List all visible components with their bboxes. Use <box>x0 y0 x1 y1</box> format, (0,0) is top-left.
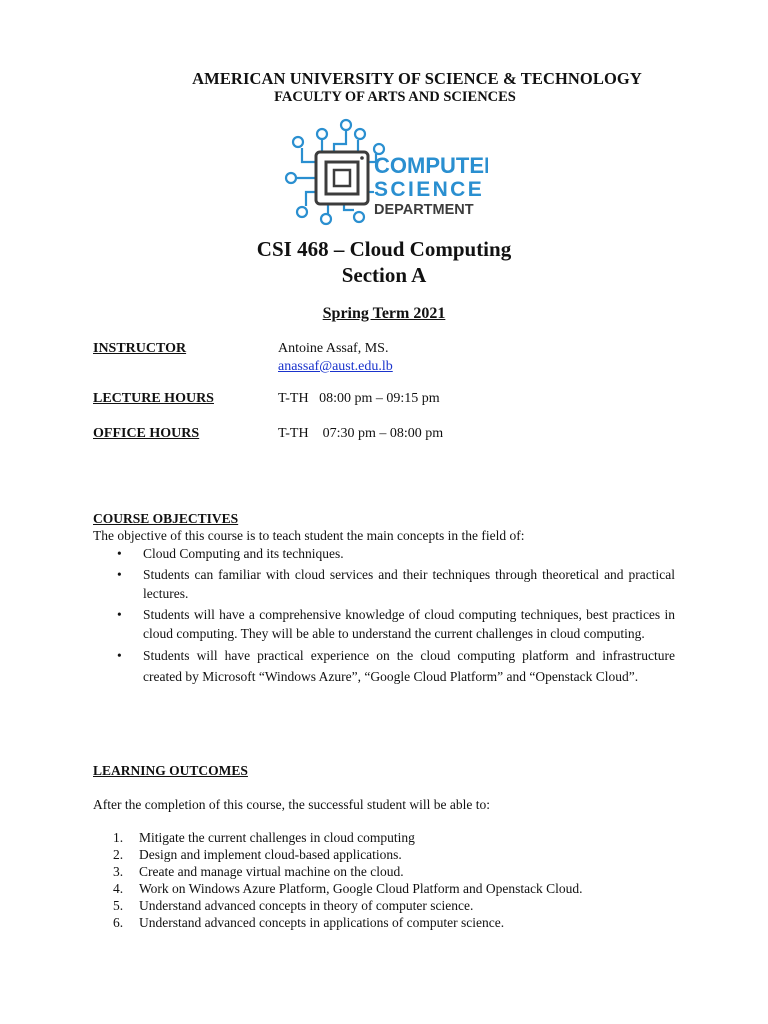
objective-text: Students can familiar with cloud services and their techniques through theoretical and practical lectures. <box>143 567 675 601</box>
list-item <box>93 565 675 603</box>
item-number: 4. <box>113 881 124 896</box>
bullet-icon: • <box>117 648 122 663</box>
list-item <box>93 645 675 687</box>
item-number: 5. <box>113 898 124 913</box>
item-number: 3. <box>113 864 124 879</box>
course-title: CSI 468 – Cloud Computing <box>256 237 512 261</box>
objectives-intro: The objective of this course is to teach student the main concepts in the field of: <box>93 528 525 543</box>
term: Spring Term 2021 <box>322 305 446 322</box>
logo-line-computer: COMPUTER <box>374 153 488 178</box>
outcomes-list <box>113 829 673 931</box>
objectives-list <box>93 544 675 689</box>
course-title-block <box>0 236 768 288</box>
item-number: 1. <box>113 830 124 845</box>
list-item <box>93 544 675 563</box>
list-item <box>113 914 673 931</box>
list-item <box>113 829 673 846</box>
outcome-text: Work on Windows Azure Platform, Google Cloud Platform and Openstack Cloud. <box>139 881 583 896</box>
bullet-icon: • <box>117 607 122 622</box>
outcomes-intro: After the completion of this course, the successful student will be able to: <box>93 797 491 812</box>
objective-text: Students will have a comprehensive knowledge of cloud computing techniques, best practices in cloud computing. They will be able to understand the current challenges in cloud computing. <box>143 607 675 641</box>
course-section: Section A <box>341 263 427 287</box>
list-item <box>93 605 675 643</box>
outcome-text: Design and implement cloud-based applications. <box>139 847 402 862</box>
logo-line-science: SCIENCE <box>374 178 485 201</box>
university-name: AMERICAN UNIVERSITY OF SCIENCE & TECHNOLOGY <box>192 69 642 88</box>
outcome-text: Understand advanced concepts in theory of computer science. <box>139 898 474 913</box>
instructor-name: Antoine Assaf, MS. <box>278 341 389 356</box>
list-item <box>113 846 673 863</box>
instructor-email-link[interactable]: anassaf@aust.edu.lb <box>278 359 393 374</box>
instructor-label: INSTRUCTOR <box>93 341 187 356</box>
office-hours-value: T-TH 07:30 pm – 08:00 pm <box>278 426 444 441</box>
office-hours-label: OFFICE HOURS <box>93 426 200 441</box>
logo-line-department: DEPARTMENT <box>374 202 474 218</box>
objectives-heading: COURSE OBJECTIVES <box>93 511 239 526</box>
item-number: 2. <box>113 847 124 862</box>
bullet-icon: • <box>117 546 122 561</box>
lecture-hours-label: LECTURE HOURS <box>93 391 214 406</box>
list-item <box>113 880 673 897</box>
circuit-chip-icon <box>282 118 488 228</box>
outcome-text: Mitigate the current challenges in cloud computing <box>139 830 415 845</box>
outcomes-heading: LEARNING OUTCOMES <box>93 763 248 778</box>
list-item <box>113 897 673 914</box>
objective-text: Cloud Computing and its techniques. <box>143 546 344 561</box>
lecture-hours-value: T-TH 08:00 pm – 09:15 pm <box>278 391 440 406</box>
item-number: 6. <box>113 915 124 930</box>
department-logo <box>282 118 488 228</box>
outcome-text: Understand advanced concepts in applications of computer science. <box>139 915 505 930</box>
list-item <box>113 863 673 880</box>
objective-text: Students will have practical experience on the cloud computing platform and infrastructure created by Microsoft “Windows Azure”, “Google Cloud Platform” and “Openstack Cloud”. <box>143 648 675 684</box>
outcome-text: Create and manage virtual machine on the cloud. <box>139 864 404 879</box>
faculty-name: FACULTY OF ARTS AND SCIENCES <box>274 89 516 105</box>
bullet-icon: • <box>117 567 122 582</box>
